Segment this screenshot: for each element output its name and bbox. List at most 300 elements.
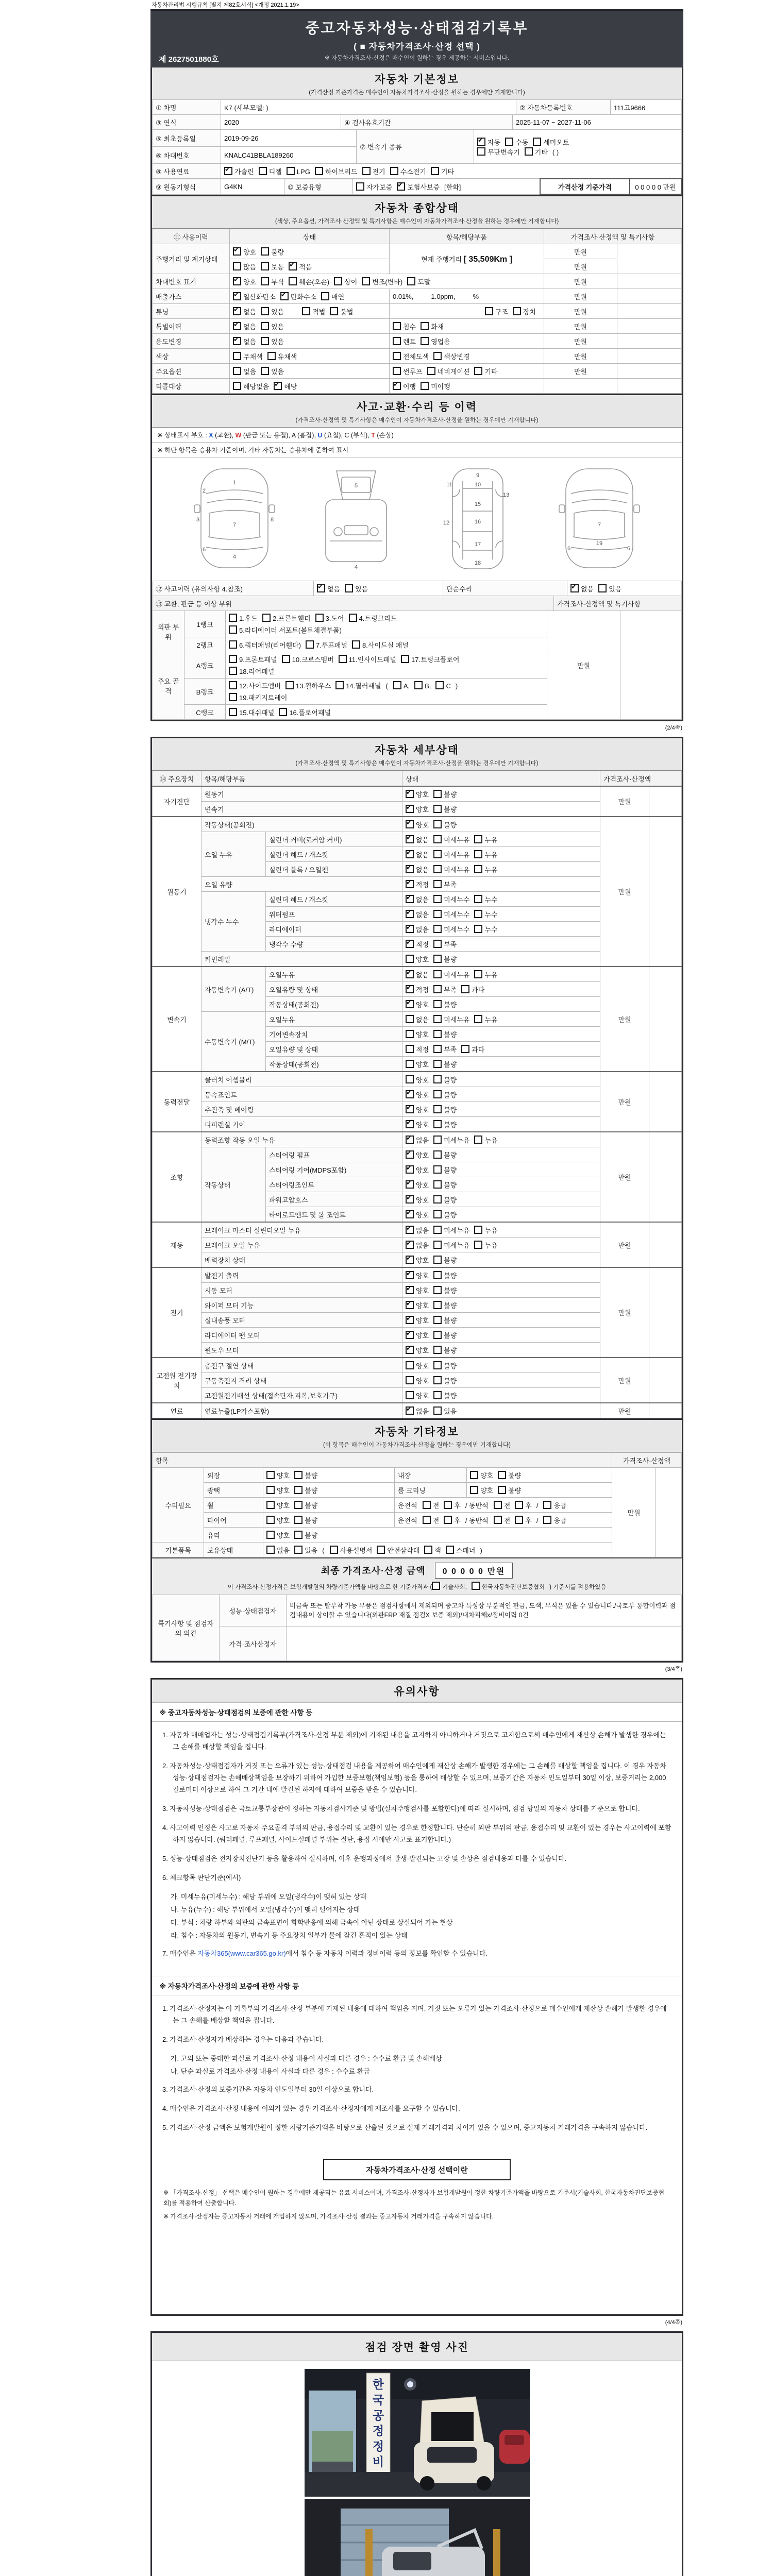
checkbox-icon[interactable] xyxy=(433,1241,442,1249)
checkbox[interactable] xyxy=(433,1255,457,1265)
checkbox-icon[interactable] xyxy=(433,985,442,993)
checkbox[interactable] xyxy=(287,167,310,176)
checkbox-icon[interactable] xyxy=(233,262,241,270)
checkbox[interactable] xyxy=(598,584,621,594)
checkbox[interactable] xyxy=(261,336,284,346)
checkbox-checked[interactable] xyxy=(233,321,256,331)
checkbox-checked[interactable] xyxy=(406,1270,429,1280)
checkbox-checked[interactable] xyxy=(406,1090,429,1099)
checkbox[interactable] xyxy=(525,147,548,157)
checkbox-icon[interactable] xyxy=(261,337,269,345)
checkbox-checked[interactable] xyxy=(406,894,429,904)
checkbox-icon[interactable] xyxy=(294,1531,303,1539)
car365-link[interactable]: 자동차365(www.car365.go.kr) xyxy=(197,1950,286,1957)
checkbox-checked[interactable] xyxy=(393,381,416,391)
checkbox-icon[interactable] xyxy=(461,985,469,993)
checkbox[interactable] xyxy=(433,1075,457,1084)
checkbox-icon[interactable] xyxy=(433,1286,442,1294)
checkbox-checked[interactable] xyxy=(289,262,312,272)
checkbox-icon[interactable] xyxy=(407,277,415,285)
checkbox[interactable] xyxy=(406,1014,429,1024)
checkbox-icon[interactable] xyxy=(414,681,423,689)
checkbox[interactable] xyxy=(406,1361,429,1370)
checkbox-icon[interactable] xyxy=(424,1546,432,1554)
checkbox-checked[interactable] xyxy=(406,1180,429,1190)
checkbox-icon[interactable] xyxy=(393,382,401,390)
checkbox-icon[interactable] xyxy=(406,1045,414,1053)
checkbox-icon[interactable] xyxy=(266,1531,275,1539)
checkbox-icon[interactable] xyxy=(266,1501,275,1509)
checkbox-icon[interactable] xyxy=(335,681,344,689)
checkbox-icon[interactable] xyxy=(406,1256,414,1264)
checkbox-icon[interactable] xyxy=(294,1516,303,1524)
checkbox-icon[interactable] xyxy=(433,835,442,843)
checkbox[interactable] xyxy=(294,1485,317,1495)
checkbox[interactable] xyxy=(262,613,311,623)
checkbox[interactable] xyxy=(433,1376,457,1385)
checkbox-icon[interactable] xyxy=(406,1150,414,1159)
checkbox-icon[interactable] xyxy=(406,1136,414,1144)
checkbox[interactable] xyxy=(433,351,469,361)
checkbox-icon[interactable] xyxy=(406,1301,414,1309)
checkbox-icon[interactable] xyxy=(433,895,442,903)
checkbox-icon[interactable] xyxy=(233,292,241,300)
checkbox[interactable] xyxy=(433,1210,457,1219)
checkbox-icon[interactable] xyxy=(267,352,276,360)
checkbox[interactable] xyxy=(261,366,284,376)
checkbox[interactable] xyxy=(229,654,277,664)
checkbox[interactable] xyxy=(474,909,497,919)
checkbox[interactable] xyxy=(335,681,381,690)
checkbox[interactable] xyxy=(279,707,331,717)
checkbox-icon[interactable] xyxy=(474,1015,482,1023)
checkbox-icon[interactable] xyxy=(321,292,329,300)
checkbox[interactable] xyxy=(406,1075,429,1084)
checkbox[interactable] xyxy=(321,292,344,301)
checkbox-checked[interactable] xyxy=(406,1120,429,1129)
checkbox[interactable] xyxy=(474,1135,497,1145)
checkbox[interactable] xyxy=(433,1406,457,1416)
checkbox-checked[interactable] xyxy=(406,1150,429,1160)
checkbox-icon[interactable] xyxy=(406,1316,414,1324)
checkbox[interactable] xyxy=(498,1485,521,1495)
checkbox[interactable] xyxy=(470,1470,493,1480)
checkbox-checked[interactable] xyxy=(406,804,429,814)
checkbox-icon[interactable] xyxy=(229,667,237,675)
checkbox-checked[interactable] xyxy=(317,584,340,594)
checkbox-checked[interactable] xyxy=(406,850,429,859)
checkbox-icon[interactable] xyxy=(433,1301,442,1309)
checkbox-checked[interactable] xyxy=(224,166,254,176)
checkbox[interactable] xyxy=(266,1485,290,1495)
checkbox-icon[interactable] xyxy=(294,1501,303,1509)
checkbox[interactable] xyxy=(433,804,457,814)
checkbox-icon[interactable] xyxy=(362,277,370,285)
checkbox-icon[interactable] xyxy=(406,1090,414,1098)
checkbox-icon[interactable] xyxy=(261,367,269,375)
checkbox[interactable] xyxy=(362,277,402,286)
checkbox-icon[interactable] xyxy=(433,1361,442,1369)
checkbox-icon[interactable] xyxy=(406,880,414,888)
checkbox-checked[interactable] xyxy=(233,307,256,316)
checkbox[interactable] xyxy=(315,166,358,176)
checkbox[interactable] xyxy=(433,1391,457,1400)
checkbox-icon[interactable] xyxy=(498,1486,506,1494)
checkbox-icon[interactable] xyxy=(525,147,533,156)
checkbox[interactable] xyxy=(433,970,469,979)
checkbox[interactable] xyxy=(315,613,344,623)
checkbox[interactable] xyxy=(390,166,426,176)
checkbox[interactable] xyxy=(345,584,368,594)
checkbox[interactable] xyxy=(433,1135,469,1145)
checkbox-icon[interactable] xyxy=(474,850,482,858)
checkbox[interactable] xyxy=(421,381,450,391)
checkbox[interactable] xyxy=(294,1500,317,1510)
checkbox-icon[interactable] xyxy=(261,247,269,256)
checkbox-icon[interactable] xyxy=(356,182,364,191)
checkbox-icon[interactable] xyxy=(433,1226,442,1234)
checkbox-icon[interactable] xyxy=(427,367,435,375)
checkbox-icon[interactable] xyxy=(401,655,409,663)
checkbox-icon[interactable] xyxy=(406,910,414,918)
checkbox-icon[interactable] xyxy=(474,865,482,873)
checkbox[interactable] xyxy=(433,1330,457,1340)
checkbox[interactable] xyxy=(474,894,497,904)
checkbox[interactable] xyxy=(407,277,430,286)
checkbox-icon[interactable] xyxy=(406,955,414,963)
checkbox-icon[interactable] xyxy=(406,805,414,813)
checkbox-checked[interactable] xyxy=(570,584,594,594)
checkbox-icon[interactable] xyxy=(433,1210,442,1218)
checkbox[interactable] xyxy=(433,879,457,889)
checkbox[interactable] xyxy=(433,1165,457,1175)
checkbox[interactable] xyxy=(421,321,444,331)
checkbox-icon[interactable] xyxy=(406,1015,414,1023)
checkbox-icon[interactable] xyxy=(543,1516,551,1524)
checkbox-icon[interactable] xyxy=(352,640,360,649)
checkbox-icon[interactable] xyxy=(433,1120,442,1128)
checkbox-icon[interactable] xyxy=(406,1361,414,1369)
checkbox[interactable] xyxy=(515,1500,532,1510)
checkbox-icon[interactable] xyxy=(406,1030,414,1038)
checkbox-icon[interactable] xyxy=(406,940,414,948)
checkbox-icon[interactable] xyxy=(421,322,429,330)
checkbox-icon[interactable] xyxy=(406,1195,414,1204)
checkbox-icon[interactable] xyxy=(233,382,241,390)
checkbox-icon[interactable] xyxy=(406,1000,414,1008)
checkbox[interactable] xyxy=(356,182,392,192)
checkbox[interactable] xyxy=(433,1345,457,1355)
checkbox[interactable] xyxy=(498,1470,521,1480)
checkbox-icon[interactable] xyxy=(433,955,442,963)
checkbox[interactable] xyxy=(533,137,569,147)
checkbox-icon[interactable] xyxy=(472,1582,480,1590)
checkbox-icon[interactable] xyxy=(266,1546,275,1554)
checkbox-checked[interactable] xyxy=(233,247,256,257)
checkbox[interactable] xyxy=(433,1270,457,1280)
checkbox[interactable] xyxy=(352,640,409,650)
checkbox-icon[interactable] xyxy=(229,640,237,649)
checkbox-icon[interactable] xyxy=(433,1090,442,1098)
checkbox-checked[interactable] xyxy=(274,381,297,391)
checkbox[interactable] xyxy=(494,1515,511,1525)
checkbox-icon[interactable] xyxy=(474,1241,482,1249)
checkbox-icon[interactable] xyxy=(421,382,429,390)
checkbox-checked[interactable] xyxy=(406,879,429,889)
checkbox-checked[interactable] xyxy=(233,277,256,286)
checkbox[interactable] xyxy=(261,277,284,286)
checkbox[interactable] xyxy=(494,1500,511,1510)
checkbox-icon[interactable] xyxy=(433,1045,442,1053)
checkbox[interactable] xyxy=(515,1515,532,1525)
checkbox-checked[interactable] xyxy=(406,1195,429,1205)
checkbox[interactable] xyxy=(362,166,385,176)
checkbox-icon[interactable] xyxy=(433,1136,442,1144)
checkbox-icon[interactable] xyxy=(317,584,325,592)
checkbox-icon[interactable] xyxy=(393,352,401,360)
checkbox-icon[interactable] xyxy=(446,1546,454,1554)
checkbox[interactable] xyxy=(433,1059,457,1069)
checkbox[interactable] xyxy=(306,640,347,650)
checkbox-icon[interactable] xyxy=(406,1226,414,1234)
checkbox[interactable] xyxy=(267,351,297,361)
checkbox-icon[interactable] xyxy=(285,681,294,689)
checkbox-icon[interactable] xyxy=(229,693,237,701)
checkbox-checked[interactable] xyxy=(280,292,316,301)
checkbox-icon[interactable] xyxy=(406,1331,414,1339)
checkbox[interactable] xyxy=(474,1225,497,1235)
checkbox[interactable] xyxy=(339,654,396,664)
checkbox[interactable] xyxy=(433,985,457,994)
checkbox-icon[interactable] xyxy=(294,1546,303,1554)
checkbox-icon[interactable] xyxy=(433,1331,442,1339)
checkbox-icon[interactable] xyxy=(233,367,241,375)
checkbox-icon[interactable] xyxy=(474,367,482,375)
checkbox-icon[interactable] xyxy=(433,1391,442,1399)
checkbox-icon[interactable] xyxy=(515,1501,523,1509)
checkbox[interactable] xyxy=(433,939,457,949)
checkbox-checked[interactable] xyxy=(406,789,429,799)
checkbox[interactable] xyxy=(474,366,497,376)
checkbox-icon[interactable] xyxy=(406,1376,414,1384)
checkbox-icon[interactable] xyxy=(474,970,482,978)
checkbox-icon[interactable] xyxy=(406,1286,414,1294)
checkbox-checked[interactable] xyxy=(406,1210,429,1219)
checkbox[interactable] xyxy=(433,1285,457,1295)
checkbox-icon[interactable] xyxy=(229,655,237,663)
checkbox-icon[interactable] xyxy=(515,1516,523,1524)
checkbox-icon[interactable] xyxy=(433,790,442,798)
checkbox[interactable] xyxy=(433,1315,457,1325)
checkbox-checked[interactable] xyxy=(406,1330,429,1340)
checkbox-icon[interactable] xyxy=(494,1516,502,1524)
checkbox[interactable] xyxy=(330,307,353,316)
checkbox-icon[interactable] xyxy=(474,835,482,843)
checkbox-checked[interactable] xyxy=(406,1300,429,1310)
checkbox-icon[interactable] xyxy=(433,1165,442,1174)
checkbox[interactable] xyxy=(330,1545,373,1555)
checkbox[interactable] xyxy=(433,1150,457,1160)
checkbox-checked[interactable] xyxy=(406,1315,429,1325)
checkbox[interactable] xyxy=(432,1582,467,1591)
checkbox-checked[interactable] xyxy=(406,1255,429,1265)
checkbox[interactable] xyxy=(393,351,429,361)
checkbox-icon[interactable] xyxy=(406,1271,414,1279)
checkbox[interactable] xyxy=(302,307,325,316)
checkbox-icon[interactable] xyxy=(266,1516,275,1524)
checkbox-icon[interactable] xyxy=(294,1471,303,1479)
checkbox-checked[interactable] xyxy=(233,336,256,346)
checkbox[interactable] xyxy=(424,1545,441,1555)
checkbox-icon[interactable] xyxy=(433,940,442,948)
checkbox[interactable] xyxy=(461,985,484,994)
checkbox-icon[interactable] xyxy=(229,708,237,716)
checkbox-icon[interactable] xyxy=(423,1501,431,1509)
checkbox[interactable] xyxy=(433,954,457,964)
checkbox-icon[interactable] xyxy=(306,640,314,649)
checkbox[interactable] xyxy=(543,1500,566,1510)
checkbox[interactable] xyxy=(261,307,284,316)
checkbox-icon[interactable] xyxy=(433,1256,442,1264)
checkbox-icon[interactable] xyxy=(406,925,414,933)
checkbox-checked[interactable] xyxy=(406,1285,429,1295)
checkbox[interactable] xyxy=(406,1376,429,1385)
checkbox-icon[interactable] xyxy=(229,681,237,689)
checkbox-icon[interactable] xyxy=(406,1180,414,1189)
checkbox[interactable] xyxy=(474,924,497,934)
checkbox-icon[interactable] xyxy=(433,1180,442,1189)
checkbox-icon[interactable] xyxy=(266,1471,275,1479)
checkbox[interactable] xyxy=(406,954,429,964)
checkbox-icon[interactable] xyxy=(393,367,401,375)
checkbox-icon[interactable] xyxy=(262,614,271,622)
checkbox[interactable] xyxy=(433,894,469,904)
checkbox-icon[interactable] xyxy=(259,167,267,175)
checkbox-checked[interactable] xyxy=(406,985,429,994)
checkbox-checked[interactable] xyxy=(406,1135,429,1145)
checkbox[interactable] xyxy=(406,1059,429,1069)
checkbox[interactable] xyxy=(259,166,282,176)
checkbox[interactable] xyxy=(433,909,469,919)
checkbox[interactable] xyxy=(433,1195,457,1205)
checkbox[interactable] xyxy=(229,692,287,702)
checkbox[interactable] xyxy=(229,707,274,717)
checkbox[interactable] xyxy=(433,789,457,799)
checkbox[interactable] xyxy=(233,351,263,361)
checkbox-icon[interactable] xyxy=(470,1471,478,1479)
checkbox-icon[interactable] xyxy=(282,655,290,663)
checkbox[interactable] xyxy=(233,366,256,376)
checkbox[interactable] xyxy=(461,1044,484,1054)
checkbox-icon[interactable] xyxy=(406,985,414,993)
checkbox-icon[interactable] xyxy=(406,895,414,903)
checkbox[interactable] xyxy=(433,1090,457,1099)
checkbox[interactable] xyxy=(393,681,410,690)
checkbox[interactable] xyxy=(431,166,454,176)
checkbox-icon[interactable] xyxy=(474,925,482,933)
checkbox-icon[interactable] xyxy=(349,614,357,622)
checkbox-icon[interactable] xyxy=(229,614,237,622)
checkbox[interactable] xyxy=(282,654,334,664)
checkbox[interactable] xyxy=(349,613,397,623)
checkbox-icon[interactable] xyxy=(233,352,241,360)
checkbox-icon[interactable] xyxy=(406,790,414,798)
checkbox-icon[interactable] xyxy=(406,1060,414,1068)
checkbox-icon[interactable] xyxy=(287,167,295,175)
checkbox-checked[interactable] xyxy=(406,1406,429,1416)
checkbox-checked[interactable] xyxy=(233,292,276,301)
checkbox-icon[interactable] xyxy=(406,1406,414,1415)
checkbox[interactable] xyxy=(433,850,469,859)
checkbox[interactable] xyxy=(474,1014,497,1024)
checkbox-icon[interactable] xyxy=(406,970,414,978)
checkbox[interactable] xyxy=(334,277,357,286)
checkbox[interactable] xyxy=(433,924,469,934)
checkbox-icon[interactable] xyxy=(433,1000,442,1008)
checkbox-icon[interactable] xyxy=(433,1195,442,1204)
checkbox-icon[interactable] xyxy=(315,614,324,622)
checkbox-icon[interactable] xyxy=(474,1226,482,1234)
checkbox-icon[interactable] xyxy=(474,895,482,903)
checkbox[interactable] xyxy=(377,1545,419,1555)
checkbox-icon[interactable] xyxy=(279,708,287,716)
checkbox[interactable] xyxy=(393,336,416,346)
checkbox[interactable] xyxy=(433,835,469,844)
checkbox-checked[interactable] xyxy=(406,924,429,934)
checkbox[interactable] xyxy=(261,247,284,257)
checkbox-icon[interactable] xyxy=(474,1136,482,1144)
checkbox-icon[interactable] xyxy=(224,167,232,175)
checkbox-icon[interactable] xyxy=(406,865,414,873)
checkbox-icon[interactable] xyxy=(533,138,541,146)
checkbox-icon[interactable] xyxy=(406,850,414,858)
checkbox[interactable] xyxy=(433,1105,457,1114)
checkbox-icon[interactable] xyxy=(233,322,241,330)
checkbox[interactable] xyxy=(289,277,329,286)
checkbox[interactable] xyxy=(285,681,331,690)
checkbox-icon[interactable] xyxy=(393,337,401,345)
checkbox-icon[interactable] xyxy=(433,1060,442,1068)
checkbox[interactable] xyxy=(433,1361,457,1370)
checkbox[interactable] xyxy=(233,262,256,272)
checkbox-icon[interactable] xyxy=(390,167,398,175)
checkbox[interactable] xyxy=(513,307,536,316)
checkbox-icon[interactable] xyxy=(330,1546,338,1554)
checkbox-icon[interactable] xyxy=(485,307,493,315)
checkbox-icon[interactable] xyxy=(362,167,371,175)
checkbox[interactable] xyxy=(427,366,470,376)
checkbox-icon[interactable] xyxy=(406,1165,414,1174)
checkbox[interactable] xyxy=(423,1500,440,1510)
checkbox-icon[interactable] xyxy=(444,1516,452,1524)
checkbox-checked[interactable] xyxy=(406,909,429,919)
checkbox-icon[interactable] xyxy=(406,835,414,843)
checkbox[interactable] xyxy=(446,1545,476,1555)
checkbox-icon[interactable] xyxy=(233,337,241,345)
checkbox-icon[interactable] xyxy=(433,970,442,978)
checkbox-icon[interactable] xyxy=(406,1391,414,1399)
checkbox[interactable] xyxy=(294,1515,317,1525)
checkbox-checked[interactable] xyxy=(477,137,500,147)
checkbox-icon[interactable] xyxy=(433,1150,442,1159)
checkbox-checked[interactable] xyxy=(406,1105,429,1114)
checkbox-icon[interactable] xyxy=(470,1486,478,1494)
checkbox[interactable] xyxy=(266,1530,290,1540)
checkbox-icon[interactable] xyxy=(233,277,241,285)
checkbox-checked[interactable] xyxy=(406,1225,429,1235)
checkbox-icon[interactable] xyxy=(377,1546,385,1554)
checkbox-icon[interactable] xyxy=(431,167,439,175)
